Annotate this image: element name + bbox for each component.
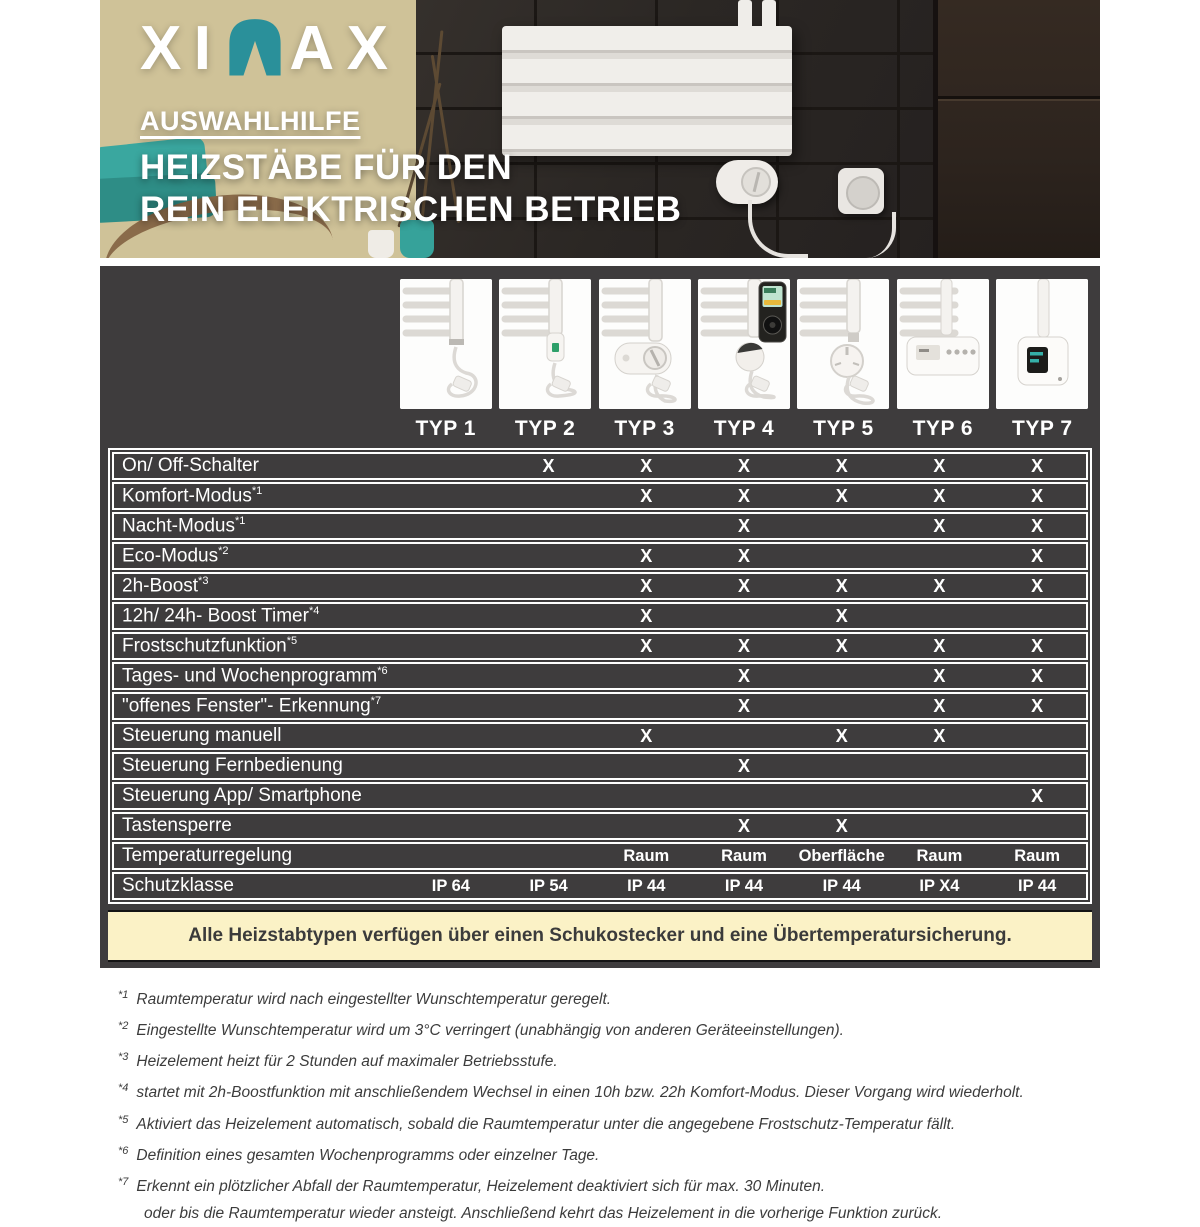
footnote [118, 1138, 1100, 1169]
footnote-text: Raumtemperatur wird nach eingestellter Wunschtemperatur geregelt. [136, 991, 612, 1009]
feature-value-typ-4: Raum [721, 846, 767, 865]
feature-mark-typ-3: X [640, 635, 653, 656]
feature-mark-typ-5: X [835, 635, 848, 656]
feature-mark-typ-4: X [737, 815, 750, 836]
column-header-row [108, 410, 1092, 448]
product-photo-typ-7 [996, 279, 1088, 409]
footnote [118, 1013, 1100, 1044]
feature-mark-typ-5: X [835, 455, 848, 476]
logo-text-pre: XI [140, 14, 224, 83]
footnote [118, 982, 1100, 1013]
feature-table [108, 448, 1092, 904]
feature-row [112, 752, 1088, 780]
feature-row [112, 572, 1088, 600]
footnotes [118, 982, 1100, 1227]
note-bar [108, 910, 1092, 962]
product-image-row [108, 278, 1092, 410]
feature-mark-typ-7: X [1031, 515, 1044, 536]
feature-label: 2h-Boost$^{*3}$ [122, 574, 209, 597]
feature-row [112, 662, 1088, 690]
feature-mark-typ-7: X [1031, 785, 1044, 806]
product-photo-typ-6 [897, 279, 989, 409]
feature-label: Tastensperre [122, 815, 232, 836]
radiator-pipe [762, 0, 776, 30]
footnote [118, 1107, 1100, 1138]
feature-label: Tages- und Wochenprogramm$^{*6}$ [122, 664, 388, 687]
feature-label: Schutzklasse [122, 875, 234, 896]
column-header-typ-7: TYP 7 [1012, 417, 1073, 440]
footnote [118, 1169, 1100, 1200]
footnote-marker: *7 [118, 1175, 129, 1188]
feature-label: Steuerung App/ Smartphone [122, 785, 362, 806]
product-photo-typ-4 [698, 279, 790, 409]
feature-mark-typ-3: X [640, 455, 653, 476]
feature-label: Nacht-Modus$^{*1}$ [122, 514, 246, 537]
feature-row [112, 482, 1088, 510]
feature-value-typ-5: Oberfläche [798, 846, 885, 865]
feature-row [112, 602, 1088, 630]
column-header-typ-1: TYP 1 [415, 417, 476, 440]
footnote-text: startet mit 2h-Boostfunktion mit anschließendem Wechsel in einen 10h bzw. 22h Komfort-Modus. Dieser Vorgang wird wiederholt. [136, 1084, 1024, 1102]
feature-value-typ-5: IP 44 [822, 876, 861, 895]
feature-value-typ-3: Raum [623, 846, 670, 865]
footnote-text: oder bis die Raumtemperatur wieder ansteigt. Anschließend kehrt das Heizelement in die vorherige Funktion zurück. [144, 1205, 943, 1223]
feature-mark-typ-3: X [640, 545, 653, 566]
footnote-text: Definition eines gesamten Wochenprogramms oder einzelner Tage. [136, 1146, 600, 1164]
cabinet-seam [938, 96, 1100, 99]
feature-mark-typ-6: X [933, 635, 946, 656]
feature-mark-typ-6: X [933, 725, 946, 746]
footnote-text: Erkennt ein plötzlicher Abfall der Raumtemperatur, Heizelement deaktiviert sich für max. 30 Minuten. [136, 1178, 826, 1196]
feature-value-typ-7: IP 44 [1018, 876, 1057, 895]
heating-element-control-image [716, 160, 778, 204]
feature-row [112, 872, 1088, 900]
feature-mark-typ-7: X [1031, 545, 1044, 566]
footnote-text: Heizelement heizt für 2 Stunden auf maximaler Betriebsstufe. [136, 1053, 558, 1071]
feature-value-typ-6: Raum [916, 846, 963, 865]
column-header-typ-2: TYP 2 [514, 417, 576, 440]
hero-title [140, 147, 681, 231]
feature-row [112, 632, 1088, 660]
feature-mark-typ-7: X [1031, 485, 1044, 506]
feature-mark-typ-5: X [835, 485, 848, 506]
feature-mark-typ-6: X [933, 665, 946, 686]
dial-icon [741, 167, 771, 197]
feature-mark-typ-5: X [835, 605, 848, 626]
footnote-marker: *2 [118, 1020, 129, 1033]
feature-mark-typ-4: X [737, 755, 750, 776]
footnote [118, 1075, 1100, 1106]
feature-row [112, 692, 1088, 720]
column-header-typ-6: TYP 6 [912, 417, 974, 440]
feature-mark-typ-7: X [1031, 455, 1044, 476]
feature-value-typ-2: IP 54 [529, 876, 568, 895]
product-photo-typ-2 [499, 279, 591, 409]
feature-label: Temperaturregelung [122, 845, 293, 866]
comparison-panel [100, 266, 1100, 968]
feature-mark-typ-4: X [737, 515, 750, 536]
radiator-pipe [738, 0, 752, 30]
hero-subtitle: AUSWAHLHILFE [140, 106, 361, 136]
feature-row [112, 722, 1088, 750]
feature-mark-typ-6: X [933, 695, 946, 716]
product-photo-typ-5 [797, 279, 889, 409]
ximax-logo [140, 14, 681, 84]
feature-label: Frostschutzfunktion$^{*5}$ [122, 634, 298, 657]
product-photo-typ-3 [599, 279, 691, 409]
feature-label: Steuerung manuell [122, 725, 282, 746]
feature-mark-typ-2: X [542, 455, 555, 476]
column-header-typ-5: TYP 5 [813, 417, 874, 440]
hero-title-line2: REIN ELEKTRISCHEN BETRIEB [140, 190, 682, 229]
hero-banner [100, 0, 1100, 258]
feature-row [112, 542, 1088, 570]
cabinet-image [933, 0, 1100, 258]
feature-mark-typ-4: X [737, 635, 750, 656]
feature-label: Eco-Modus$^{*2}$ [122, 544, 229, 567]
feature-value-typ-6: IP X4 [919, 876, 960, 895]
feature-mark-typ-7: X [1031, 575, 1044, 596]
feature-mark-typ-3: X [640, 485, 653, 506]
feature-mark-typ-5: X [835, 815, 848, 836]
feature-row [112, 842, 1088, 870]
feature-mark-typ-5: X [835, 575, 848, 596]
feature-mark-typ-4: X [737, 455, 750, 476]
feature-mark-typ-7: X [1031, 635, 1044, 656]
divider [100, 258, 1100, 266]
feature-row [112, 512, 1088, 540]
hero-title-line1: HEIZSTÄBE FÜR DEN [140, 148, 513, 187]
feature-row [112, 812, 1088, 840]
feature-label: 12h/ 24h- Boost Timer$^{*4}$ [122, 604, 320, 627]
feature-value-typ-4: IP 44 [724, 876, 764, 895]
feature-value-typ-3: IP 44 [627, 876, 666, 895]
feature-mark-typ-7: X [1031, 665, 1044, 686]
feature-mark-typ-5: X [835, 725, 848, 746]
feature-mark-typ-6: X [933, 575, 946, 596]
feature-value-typ-1: IP 64 [431, 876, 470, 895]
footnote-marker: *3 [118, 1051, 129, 1064]
note-text: Alle Heizstabtypen verfügen über einen Schukostecker und eine Übertemperatursicherung. [188, 925, 1012, 946]
feature-mark-typ-6: X [933, 515, 946, 536]
footnote-marker: *5 [118, 1113, 129, 1126]
column-header-typ-3: TYP 3 [614, 417, 675, 440]
footnote-text: Eingestellte Wunschtemperatur wird um 3°C verringert (unabhängig von anderen Geräteeinstellungen). [136, 1022, 844, 1040]
hero-text-block [140, 14, 681, 231]
footnote-marker: *4 [118, 1082, 129, 1095]
page [100, 0, 1100, 1227]
feature-mark-typ-3: X [640, 605, 653, 626]
feature-label: On/ Off-Schalter [122, 455, 259, 476]
feature-mark-typ-4: X [737, 695, 750, 716]
ximax-m-icon [223, 14, 287, 78]
feature-mark-typ-4: X [737, 665, 750, 686]
feature-row [112, 782, 1088, 810]
feature-mark-typ-3: X [640, 725, 653, 746]
feature-value-typ-7: Raum [1014, 846, 1061, 865]
vase-decor [368, 230, 394, 258]
footnote-marker: *1 [118, 989, 129, 1001]
column-header-typ-4: TYP 4 [713, 417, 775, 440]
feature-mark-typ-3: X [640, 575, 653, 596]
product-photo-typ-1 [400, 279, 492, 409]
feature-mark-typ-7: X [1031, 695, 1044, 716]
feature-label: "offenes Fenster"- Erkennung$^{*7}$ [122, 694, 382, 717]
feature-mark-typ-6: X [933, 485, 946, 506]
feature-label: Steuerung Fernbedienung [122, 755, 343, 776]
footnote-text: Aktiviert das Heizelement automatisch, sobald die Raumtemperatur unter die angegebene Frostschutz-Temperatur fällt. [136, 1115, 956, 1133]
logo-text-post: AX [289, 14, 401, 83]
feature-mark-typ-4: X [737, 575, 750, 596]
footnote-continuation [118, 1200, 1100, 1227]
wall-socket-image [838, 168, 884, 214]
feature-label: Komfort-Modus$^{*1}$ [122, 484, 263, 507]
feature-mark-typ-4: X [737, 485, 750, 506]
feature-mark-typ-6: X [933, 455, 946, 476]
footnote-marker: *6 [118, 1144, 129, 1157]
footnote [118, 1044, 1100, 1075]
feature-row [112, 452, 1088, 480]
feature-mark-typ-4: X [737, 545, 750, 566]
